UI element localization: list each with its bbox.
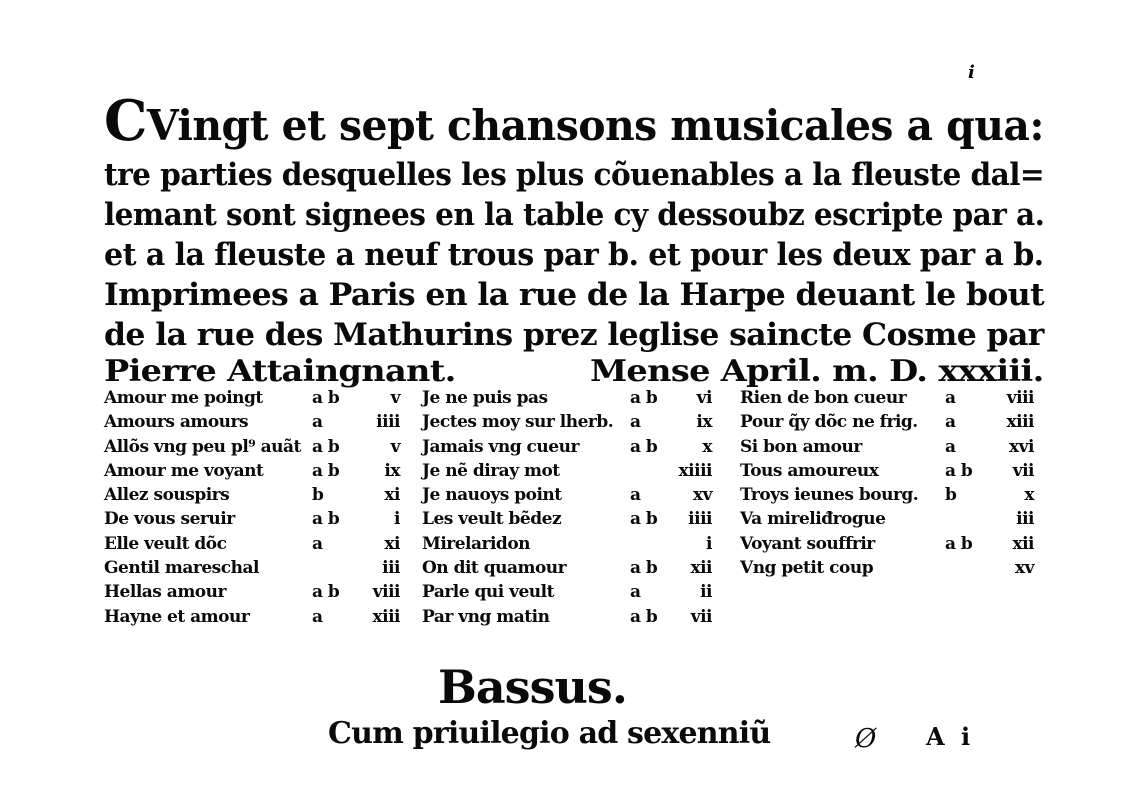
table-row xyxy=(422,386,727,410)
parts-marker: a xyxy=(630,485,641,506)
parts-marker: a xyxy=(945,388,956,408)
folio-number: xi xyxy=(384,485,400,506)
song-title: Parle qui veult xyxy=(422,582,554,603)
folio-number: xiii xyxy=(372,606,400,627)
table-row xyxy=(104,410,404,434)
parts-marker: a b xyxy=(945,460,973,481)
folio-number: ix xyxy=(384,460,400,481)
song-title: Je ne puis pas xyxy=(422,388,548,408)
folio-number: viii xyxy=(1006,388,1034,408)
parts-marker: a xyxy=(630,582,641,603)
title-block xyxy=(104,88,1045,389)
song-title: Voyant souffrir xyxy=(740,533,875,554)
folio-number: vii xyxy=(1012,460,1034,481)
table-row xyxy=(104,532,404,556)
song-title: Mirelaridon xyxy=(422,533,531,554)
table-row xyxy=(104,435,404,459)
imprint-line xyxy=(104,355,1133,389)
table-row xyxy=(740,459,1044,483)
folio-number: i xyxy=(706,533,712,554)
table-row xyxy=(740,483,1044,507)
song-title: Pour q̃y dõc ne frig. xyxy=(740,412,918,433)
parts-marker: a b xyxy=(630,436,658,457)
signature-mark: A i xyxy=(926,722,975,751)
printer-name: Pierre Attaingnant. xyxy=(104,354,456,389)
song-title: Va mireliđrogue xyxy=(740,509,886,530)
folio-number: x xyxy=(702,436,712,457)
parts-marker: a b xyxy=(630,509,658,530)
folio-number: xvi xyxy=(1009,436,1034,457)
song-title: Je nauoys point xyxy=(422,485,562,506)
folio-number: v xyxy=(390,388,400,408)
parts-marker: a b xyxy=(630,388,658,408)
table-row xyxy=(422,580,727,604)
table-row xyxy=(740,507,1044,531)
table-column-3 xyxy=(740,386,1044,580)
parts-marker: a b xyxy=(312,460,340,481)
song-title: Allez souspirs xyxy=(104,485,230,506)
table-row xyxy=(104,459,404,483)
song-title: Amours amours xyxy=(104,412,249,433)
folio-number: xii xyxy=(1012,533,1034,554)
folio-number: x xyxy=(1024,485,1034,506)
parts-marker: a xyxy=(630,412,641,433)
parts-marker: a xyxy=(312,606,323,627)
title-line-3: lemant sont signees en la table cy dessoubz escripte par a. xyxy=(104,197,1045,233)
parts-marker: a b xyxy=(630,606,658,627)
table-row xyxy=(422,483,727,507)
table-row xyxy=(422,605,727,629)
title-line-1 xyxy=(104,88,1044,155)
table-row xyxy=(422,459,727,483)
folio-number: xii xyxy=(690,558,712,579)
table-row xyxy=(740,532,1044,556)
folio-number: iiii xyxy=(688,509,712,530)
parts-marker: b xyxy=(945,485,957,506)
decorated-initial: C xyxy=(104,88,147,154)
folio-number: xiii xyxy=(1006,412,1034,433)
parts-marker: a xyxy=(312,533,323,554)
song-title: Tous amoureux xyxy=(740,460,879,481)
parts-marker: a b xyxy=(312,388,340,408)
parts-marker: a b xyxy=(630,558,658,579)
privilege-line: Cum priuilegio ad sexenniũ xyxy=(328,716,771,751)
parts-marker: b xyxy=(312,485,324,506)
imprint-date: Mense April. m. D. xxxiii. xyxy=(589,354,1044,389)
table-row xyxy=(104,386,404,410)
table-row xyxy=(422,507,727,531)
song-title: Troys ieunes bourg. xyxy=(740,485,919,506)
song-title: Je nẽ diray mot xyxy=(422,460,560,481)
song-title: Les veult bẽdez xyxy=(422,509,562,530)
song-title: Elle veult dõc xyxy=(104,533,227,554)
folio-number: iii xyxy=(382,558,400,579)
title-line-5: Imprimees a Paris en la rue de la Harpe deuant le bout xyxy=(104,277,1044,313)
title-line-1-text: Vingt et sept chansons musicales a qua: xyxy=(146,101,1044,150)
table-row xyxy=(740,556,1044,580)
table-row xyxy=(104,507,404,531)
table-row xyxy=(104,580,404,604)
parts-marker: a xyxy=(945,436,956,457)
table-row xyxy=(104,556,404,580)
folio-number: vi xyxy=(696,388,712,408)
folio-number: xi xyxy=(384,533,400,554)
song-title: Amour me poingt xyxy=(104,388,263,408)
table-column-2 xyxy=(422,386,727,629)
song-title: Allõs vng peu pl⁹ auãt xyxy=(104,436,301,457)
song-title: Par vng matin xyxy=(422,606,550,627)
song-title: On dit quamour xyxy=(422,558,567,579)
table-row xyxy=(422,532,727,556)
voice-part-title: Bassus. xyxy=(438,660,627,714)
folio-number: xv xyxy=(1014,558,1034,579)
parts-marker: a b xyxy=(312,436,340,457)
folio-number: i xyxy=(394,509,400,530)
song-title: Si bon amour xyxy=(740,436,862,457)
parts-marker: a b xyxy=(312,582,340,603)
song-title: Rien de bon cueur xyxy=(740,388,907,408)
folio-number: v xyxy=(390,436,400,457)
parts-marker: a xyxy=(945,412,956,433)
song-title: Gentil mareschal xyxy=(104,558,259,579)
folio-number: ix xyxy=(696,412,712,433)
folio-mark: i xyxy=(968,62,975,83)
table-row xyxy=(422,556,727,580)
folio-number: iii xyxy=(1016,509,1034,530)
printer-mark: Ø xyxy=(855,724,877,754)
table-row xyxy=(740,386,1044,410)
table-row xyxy=(104,605,404,629)
folio-number: ii xyxy=(700,582,712,603)
table-row xyxy=(740,435,1044,459)
song-title: De vous seruir xyxy=(104,509,235,530)
song-title: Vng petit coup xyxy=(740,558,874,579)
parts-marker: a xyxy=(312,412,323,433)
song-title: Jectes moy sur lherb. xyxy=(422,412,614,433)
folio-number: viii xyxy=(372,582,400,603)
folio-number: xv xyxy=(692,485,712,506)
table-row xyxy=(422,435,727,459)
song-title: Hayne et amour xyxy=(104,606,250,627)
table-row xyxy=(422,410,727,434)
folio-number: xiiii xyxy=(678,460,712,481)
folio-number: iiii xyxy=(376,412,400,433)
table-row xyxy=(740,410,1044,434)
folio-number: vii xyxy=(690,606,712,627)
title-line-6: de la rue des Mathurins prez leglise saincte Cosme par xyxy=(104,317,1044,353)
parts-marker: a b xyxy=(312,509,340,530)
title-line-4: et a la fleuste a neuf trous par b. et pour les deux par a b. xyxy=(104,237,1044,273)
table-column-1 xyxy=(104,386,404,629)
parts-marker: a b xyxy=(945,533,973,554)
title-line-2: tre parties desquelles les plus cõuenables a la fleuste dal= xyxy=(104,157,1045,193)
song-title: Amour me voyant xyxy=(104,460,264,481)
song-title: Jamais vng cueur xyxy=(422,436,579,457)
song-title: Hellas amour xyxy=(104,582,226,603)
table-row xyxy=(104,483,404,507)
